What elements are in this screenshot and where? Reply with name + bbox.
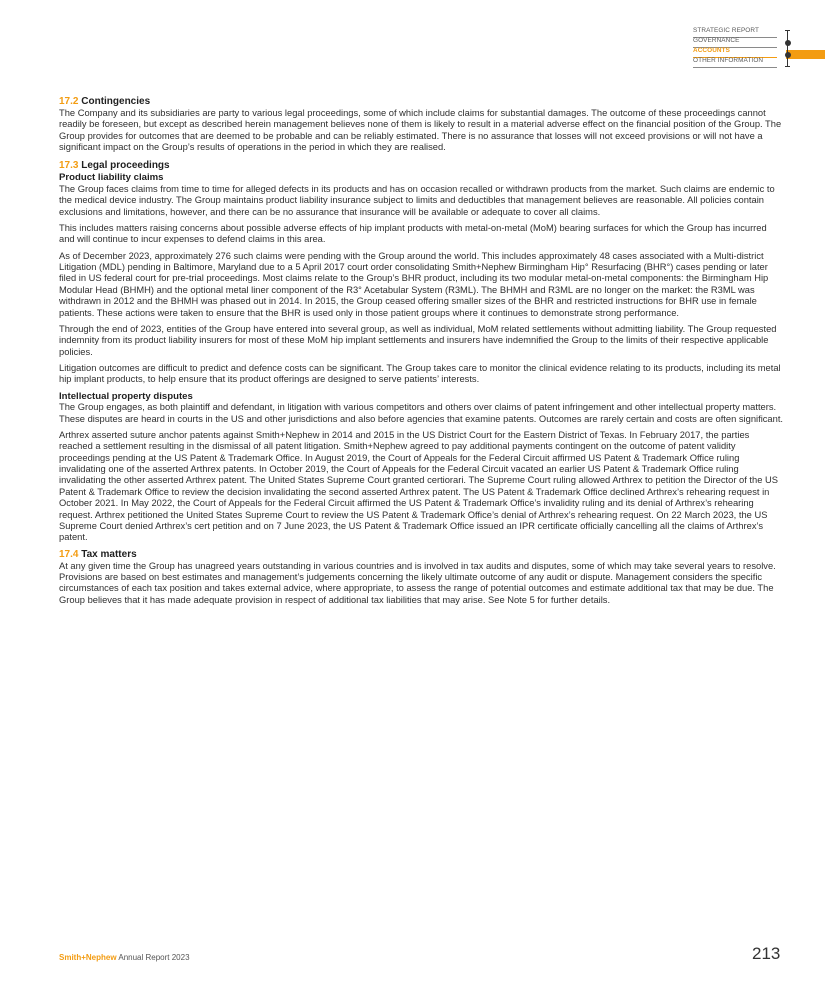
brand-name: Smith+Nephew <box>59 953 117 962</box>
nav-item-governance[interactable]: GOVERNANCE <box>693 37 777 48</box>
section-number: 17.2 <box>59 96 79 107</box>
page-number: 213 <box>752 944 781 963</box>
paragraph: Through the end of 2023, entities of the Group have entered into several group, as well as individual, MoM related settlements without admitting liability. The Group requested indemnity from its product liability insurers for most of these MoM hip implant settlements and insurers have indemnified the Group to the limits of their respective applicable policies. <box>59 323 777 357</box>
nav-timeline-line <box>787 30 788 67</box>
paragraph: Litigation outcomes are difficult to predict and defence costs can be significant. The Group takes care to monitor the clinical evidence relating to its products, including its metal hip implant products, to help ensure that its product offerings are designed to serve patients’ interests. <box>59 362 781 385</box>
paragraph: This includes matters raising concerns about possible adverse effects of hip implant products with metal-on-metal (MoM) bearing surfaces for which the Group has incurred and will continue to incur expenses to defend claims in this area. <box>59 223 767 245</box>
nav-dot <box>785 40 791 46</box>
section-title: Legal proceedings <box>81 160 170 172</box>
paragraph: Arthrex asserted suture anchor patents against Smith+Nephew in 2014 and 2015 in the US District Court for the Eastern District of Texas. In February 2017, the parties reached a settlement resulting in the dismissal of all patent litigation. Smith+Nephew agreed to pay additional payments contingent on the outcome of patent validity proceedings pending at the US Patent & Trademark Office. In August 2019, the Court of Appeals for the Federal Circuit affirmed US Patent & Trademark Office ruling invalidating one of the asserted Arthrex patents. In October 2019, the Court of Appeals for the Federal Circuit vacated an earlier US Patent & Trademark Office ruling invalidating the other asserted Arthrex patent. The United States Supreme Court granted certiorari. The Supreme Court ruling allowed Arthrex to petition the Director of the US Patent & Trademark Office to review the decision invalidating the second asserted Arthrex patent. The US Patent & Trademark Office declined Arthrex’s rehearing request in October 2021. In May 2022, the Court of Appeals for the Federal Circuit affirmed the US Patent & Trademark Office’s invalidity ruling and its denial of Arthrex’s rehearing request. Arthrex petitioned the United States Supreme Court to review the US Patent & Trademark Office’s denial of Arthrex’s rehearing request. On 22 March 2023, the US Supreme Court denied Arthrex’s cert petition and on 7 June 2023, the US Patent & Trademark Office issued an IPR certificate officially cancelling all the claims of Arthrex’s patent. <box>59 429 778 543</box>
section-title: Tax matters <box>81 548 137 560</box>
section-heading-tax-matters <box>59 549 784 561</box>
notes-content <box>59 96 784 611</box>
nav-active-dot <box>785 52 791 58</box>
section-navigation <box>693 27 825 71</box>
section-number: 17.4 <box>59 548 79 560</box>
nav-active-indicator <box>786 50 825 59</box>
paragraph: The Group faces claims from time to time for alleged defects in its products and has on occasion recalled or withdrawn products from the market. Such claims are endemic to the medical device industry. The Group maintains product liability insurance subject to limits and deductibles that management believes are reasonable. All policies contain exclusions and limitations, however, and there can be no assurance that insurance will be available or adequate to cover all claims. <box>59 184 775 217</box>
section-title: Contingencies <box>81 96 151 107</box>
footer-report-title <box>59 953 190 962</box>
nav-item-accounts[interactable]: ACCOUNTS <box>693 47 777 58</box>
paragraph: As of December 2023, approximately 276 such claims were pending with the Group around the world. This includes approximately 48 cases associated with a Multi-district Litigation (MDL) pending in Baltimore, Maryland due to a 5 April 2017 court order consolidating Smith+Nephew Birmingham Hip° Resurfacing (BHR°) cases pending or later filed in US federal court for pre-trial proceedings. Most claims relate to the Group’s BHR product, including its two modular metal-on-metal components: the Birmingham Hip Modular Head (BHMH) and the optional metal liner component of the R3° Acetabular System (R3ML). The BHMH and R3ML are no longer on the market: the R3ML was withdrawn in 2012 and the BHMH was phased out in 2014. In 2015, the Group ceased offering smaller sizes of the BHR and restricted instructions for BHR use in female patients. These actions were taken to ensure that the BHR is used only in those patient groups where it continues to demonstrate strong performance. <box>59 250 769 318</box>
nav-tick <box>785 66 790 67</box>
nav-item-other-information[interactable]: OTHER INFORMATION <box>693 57 777 68</box>
nav-tick <box>785 30 790 31</box>
report-name: Annual Report 2023 <box>116 953 190 962</box>
section-heading-contingencies <box>59 96 784 108</box>
nav-item-strategic-report[interactable]: STRATEGIC REPORT <box>693 27 777 38</box>
section-heading-legal-proceedings <box>59 160 784 172</box>
section-number: 17.3 <box>59 160 79 172</box>
paragraph: The Company and its subsidiaries are party to various legal proceedings, some of which include claims for substantial damages. The outcome of these proceedings cannot readily be foreseen, but except as described herein management believes none of them is likely to result in a material adverse effect on the financial position of the Group. The Group provides for outcomes that are deemed to be probable and can be reliably estimated. There is no assurance that losses will not exceed provisions or will not have a significant impact on the Group’s results of operations in the period in which they are realised. <box>59 108 782 153</box>
subheading-product-liability: Product liability claims <box>59 172 164 184</box>
paragraph: The Group engages, as both plaintiff and defendant, in litigation with various competitors and others over claims of patent infringement and other intellectual property matters. These disputes are heard in courts in the US and other jurisdictions and also before agencies that examine patents. Outcomes are rarely certain and costs are often significant. <box>59 402 784 424</box>
subheading-intellectual-property: Intellectual property disputes <box>59 390 193 402</box>
paragraph: At any given time the Group has unagreed years outstanding in various countries and is involved in tax audits and disputes, some of which may take several years to resolve. Provisions are based on best estimates and management’s judgements concerning the likely ultimate outcome of any audit or dispute. Management considers the specific circumstances of each tax position and takes external advice, where appropriate, to assess the range of potential outcomes and estimate additional tax that may be due. The Group believes that it has made adequate provision in respect of additional tax liabilities that may arise. See Note 5 for further details. <box>59 560 776 605</box>
